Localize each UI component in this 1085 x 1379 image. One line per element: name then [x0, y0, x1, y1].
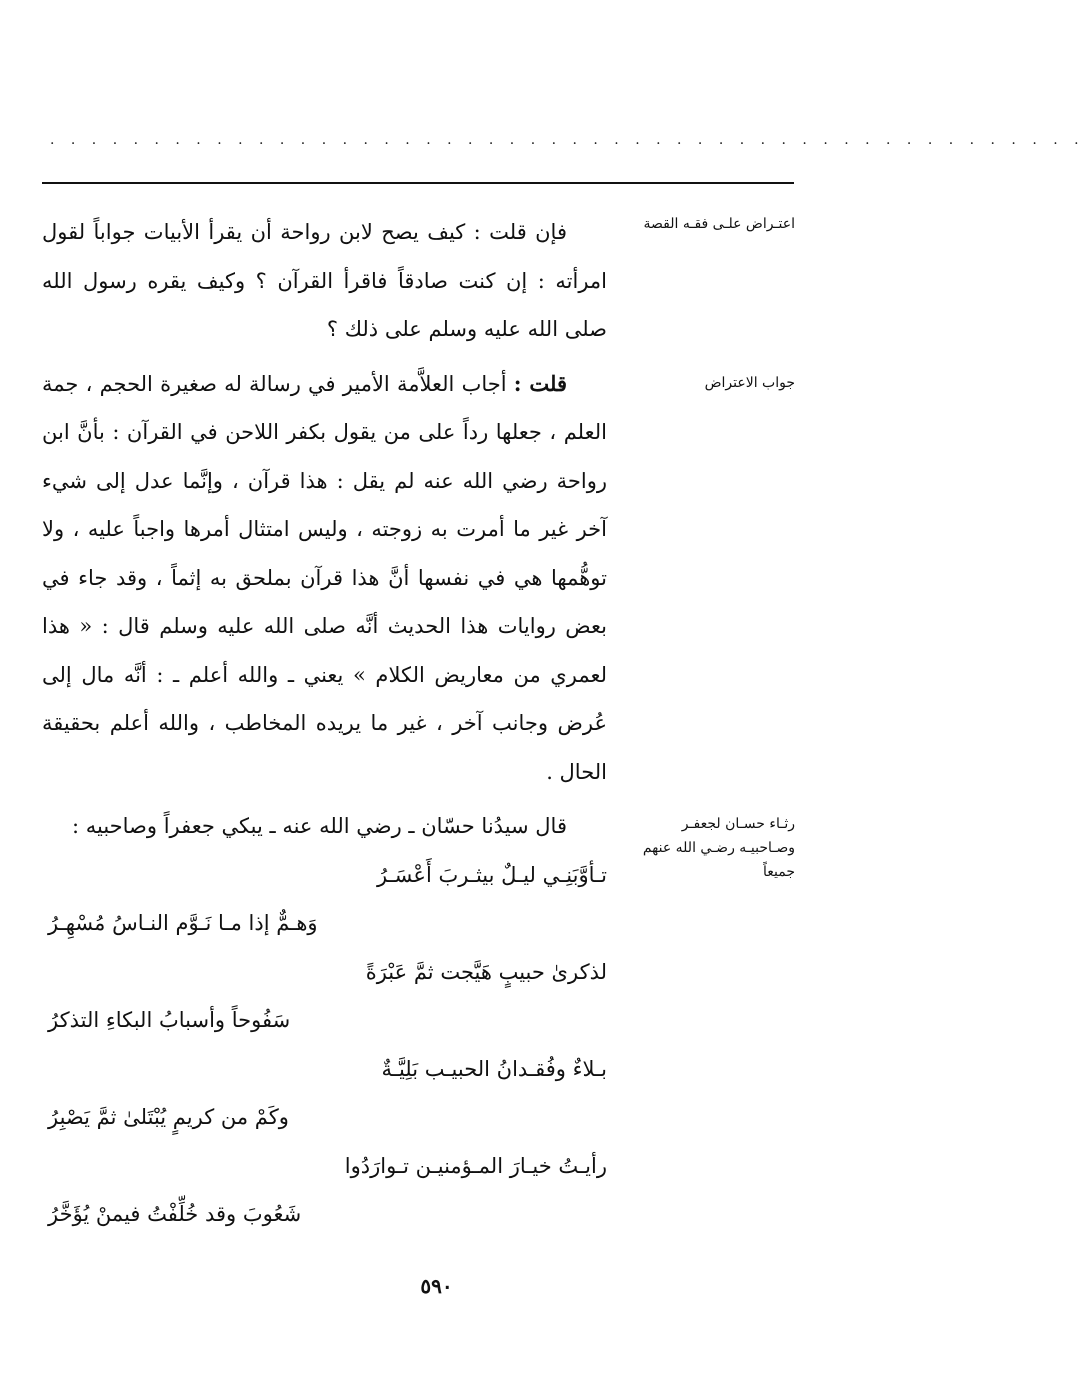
answer-lead: قلت : — [513, 370, 567, 396]
poem-line: لذكرىٰ حبيبٍ هَيَّجت ثمَّ عَبْرَةً — [365, 959, 607, 984]
poem-line: تـأوَّبَنِـي ليـلٌ بيثـربَ أَعْسَـرُ — [376, 862, 607, 887]
poem-line: شَعُوبَ وقد خُلِّفْتُ فيمنْ يُؤَخَّرُ — [48, 1202, 302, 1226]
poem-line: بـلاءٌ وفُقـدانُ الحبيـب بَلِيَّـةٌ — [381, 1056, 607, 1081]
paragraph-poem-intro: قال سيدُنا حسّان ـ رضي الله عنه ـ يبكي جعفراً وصاحبيه : — [71, 814, 567, 838]
header-rule — [42, 182, 794, 184]
margin-note-objection: اعتـراض علـى فقـه القصة — [643, 216, 795, 232]
poem-line: رأيـتُ خيـارَ المـؤمنيـن تـوارَدُوا — [344, 1153, 607, 1178]
main-text — [42, 208, 607, 1239]
poem — [42, 851, 607, 1239]
margin-note-elegy: رثـاء حسـان لجعفـر وصـاحبيـه رضـي الله عنهم جميعاً — [642, 816, 795, 880]
answer-text: أجاب العلاَّمة الأمير في رسالة له صغيرة الحجم ، جمة العلم ، جعلها رداً على من يقول بكفر اللاحن في القرآن : بأنَّ ابن رواحة رضي الله عنه لم يقل : هذا قرآن ، وإنَّما عدل إلى شيء آخر غير ما أمرت به زوجته ، وليس امتثال أمرها واجباً عليه ، ولا توهُّمها هي في نفسها أنَّ هذا قرآن بملحق به إثماً ، وقد جاء في بعض روايات هذا الحديث أنَّه صلى الله عليه وسلم قال : « هذا لعمري من معاريض الكلام » يعني ـ والله أعلم ـ : أنَّه مال إلى عُرض وجانب آخر ، غير ما يريده المخاطب ، والله أعلم بحقيقة الحال . — [42, 371, 607, 784]
poem-line: وكَمْ من كريمٍ يُبْتَلىٰ ثمَّ يَصْبِرُ — [48, 1105, 289, 1129]
header-dotted-line: · · · · · · · · · · · · · · · · · · · · · · · · · · · · · · · · · · · · · · · · · · · · · · · · · · — [50, 136, 1085, 152]
margin-note-answer: جواب الاعتراض — [704, 375, 795, 391]
poem-line: سَفُوحاً وأسبابُ البكاءِ التذكرُ — [48, 1008, 291, 1032]
paragraph-answer — [42, 360, 607, 797]
paragraph-objection: فإن قلت : كيف يصح لابن رواحة أن يقرأ الأبيات جواباً لقول امرأته : إن كنت صادقاً فاقرأ القرآن ؟ وكيف يقره رسول الله صلى الله عليه وسلم على ذلك ؟ — [42, 220, 607, 341]
poem-line: وَهـمٌّ إذا مـا نَـوَّم النـاسُ مُسْهِـرُ — [48, 911, 318, 935]
page-number: ٥٩٠ — [420, 1274, 453, 1298]
